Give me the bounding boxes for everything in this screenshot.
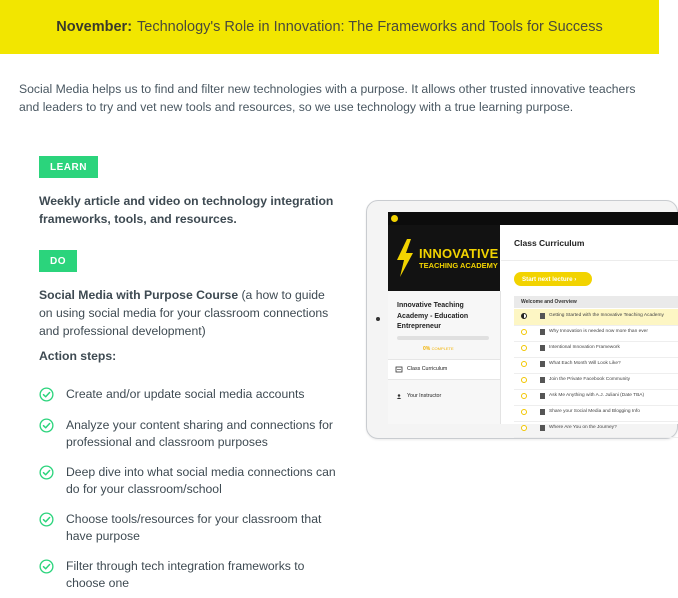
check-circle-icon [39,418,54,433]
curriculum-title: Class Curriculum [514,238,585,248]
list-item [39,386,339,403]
logo-line-2: TEACHING ACADEMY [419,260,498,270]
progress-circle-icon [521,409,527,415]
divider [501,260,678,261]
document-icon [540,409,545,415]
document-icon [540,329,545,335]
step-text: Choose tools/resources for your classroom that have purpose [66,512,322,543]
do-description [39,286,339,340]
app-badge-icon [391,215,398,222]
progress-label: 0% COMPLETE [423,346,454,352]
progress-circle-icon [521,361,527,367]
learn-description: Weekly article and video on technology integration frameworks, tools, and resources. [39,194,334,226]
document-icon [540,361,545,367]
person-icon [396,394,402,399]
top-banner [0,0,659,54]
learn-tag: LEARN [39,156,98,178]
check-circle-icon [39,465,54,480]
course-name: Social Media with Purpose Course [39,288,239,302]
document-icon [540,377,545,383]
lesson-row[interactable]: Join the Private Facebook Community [514,373,678,390]
action-steps-list [39,386,339,592]
lesson-row[interactable]: Share your Social Media and Blogging Info [514,405,678,422]
document-icon [540,313,545,319]
academy-logo [388,225,500,291]
lesson-row[interactable]: Where Are You on the Journey? [514,421,678,438]
list-item [39,417,339,451]
progress-circle-icon [521,313,527,319]
curriculum-panel [501,225,678,430]
step-text: Deep dive into what social media connections can do for your classroom/school [66,465,336,496]
lesson-row[interactable]: What Each Month Will Look Like? [514,357,678,374]
list-item [39,558,339,592]
progress-circle-icon [521,329,527,335]
list-icon [396,367,402,372]
action-steps-label: Action steps: [39,349,117,363]
lesson-row[interactable]: Ask Me Anything with A.J. Juliani (Date TBA) [514,389,678,406]
check-circle-icon [39,559,54,574]
document-icon [540,345,545,351]
course-sidebar [388,291,501,424]
do-tag: DO [39,250,77,272]
logo-line-1: INNOVATIVE [419,245,499,261]
document-icon [540,393,545,399]
app-topbar [388,212,678,225]
course-title: Innovative Teaching Academy - Education Entrepreneur [397,302,469,330]
tablet-screen [388,212,678,430]
step-text: Create and/or update social media accounts [66,387,305,401]
sidebar-item-label: Class Curriculum [407,366,448,372]
check-circle-icon [39,387,54,402]
list-item [39,511,339,545]
lesson-row[interactable]: Why Innovation is needed now more than ever [514,325,678,342]
section-header: Welcome and Overview [514,296,678,308]
progress-circle-icon [521,425,527,431]
sidebar-item-curriculum[interactable] [388,359,500,380]
progress-circle-icon [521,393,527,399]
lesson-row[interactable]: Intentional Innovation Framework [514,341,678,358]
sidebar-item-label: Your Instructor [407,393,442,399]
banner-month: November: [56,19,133,35]
step-text: Analyze your content sharing and connections for professional and classroom purposes [66,418,333,449]
step-text: Filter through tech integration frameworks to choose one [66,559,305,590]
course-note: (a how to guide on using social media for your classroom connections and professional development) [39,288,329,338]
tablet-home-button [376,317,380,321]
start-next-lecture-button[interactable]: Start next lecture › [514,272,592,286]
sidebar-item-instructor[interactable] [396,393,441,399]
progress-circle-icon [521,377,527,383]
lightning-bolt-icon [394,238,416,278]
banner-title: Technology's Role in Innovation: The Frameworks and Tools for Success [137,19,603,35]
document-icon [540,425,545,431]
course-progress-bar [397,336,489,340]
lesson-row[interactable]: Getting Started with the Innovative Teaching Academy [514,309,678,326]
progress-circle-icon [521,345,527,351]
check-circle-icon [39,512,54,527]
intro-paragraph: Social Media helps us to find and filter new technologies with a purpose. It allows other trusted innovative teachers and leaders to try and vet new tools and resources, so we use technology with a true learning purpose. [19,82,636,114]
list-item [39,464,339,498]
